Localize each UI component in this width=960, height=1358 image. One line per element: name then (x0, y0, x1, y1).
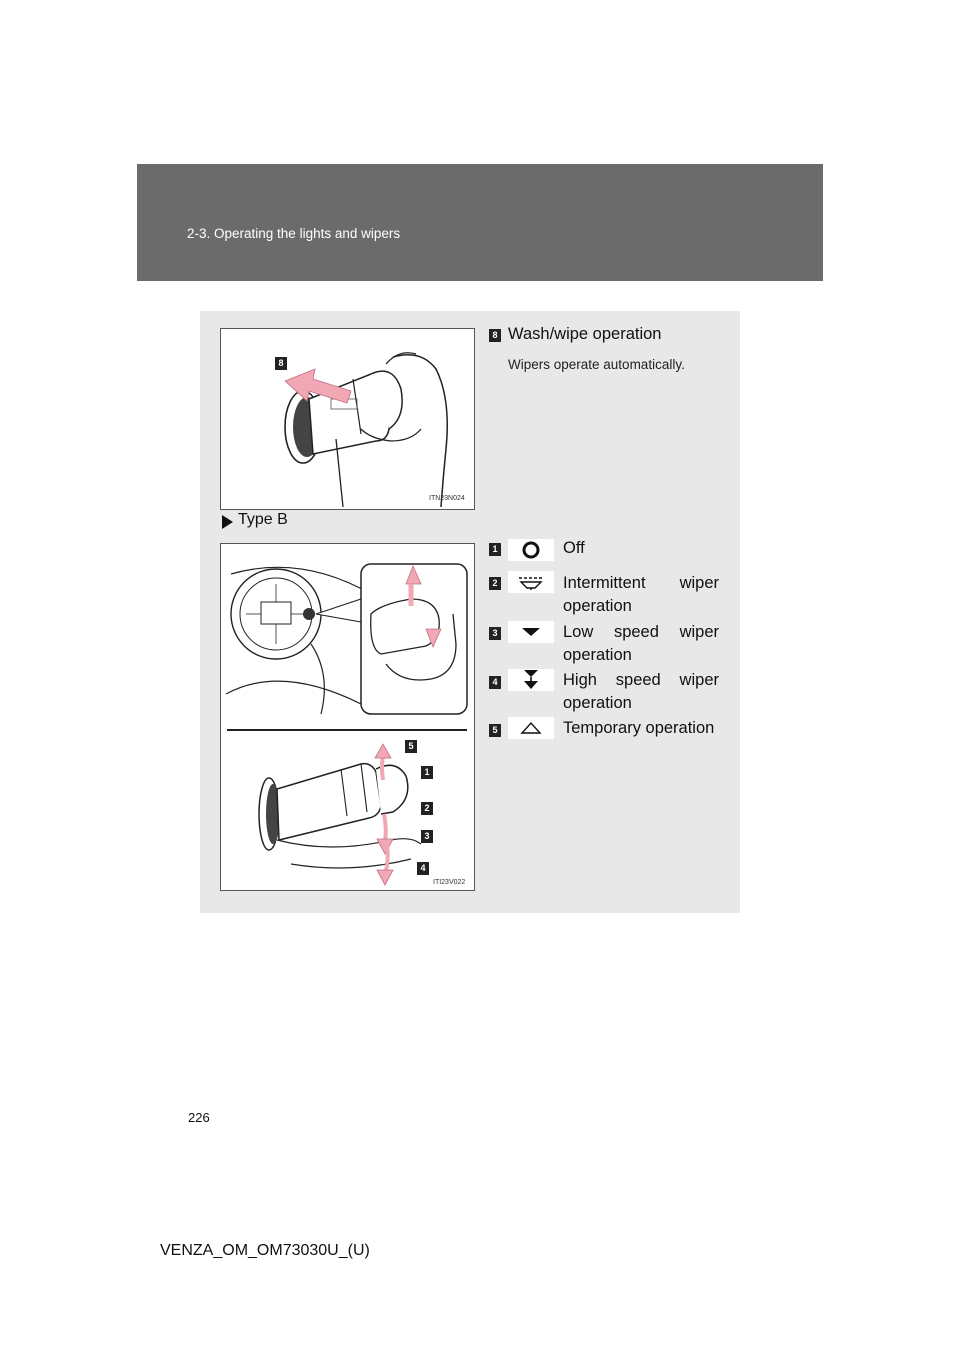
figure-wash-wipe (220, 328, 475, 510)
mode-4-label: High speed wiper operation (563, 671, 719, 712)
mode-1-icon-box (508, 539, 554, 561)
mode-1-label: Off (563, 539, 585, 557)
figure-b-badge-4: 4 (417, 862, 429, 875)
wash-item-description: Wipers operate automatically. (508, 357, 685, 372)
section-header (137, 164, 823, 281)
mode-2-label: Intermittent wiper operation (563, 574, 719, 615)
type-b-pointer-icon (222, 515, 233, 529)
mode-2-badge: 2 (489, 577, 501, 590)
wash-wipe-illustration (221, 329, 474, 509)
mode-5-icon-box (508, 717, 554, 739)
mode-3-label: Low speed wiper operation (563, 623, 719, 664)
intermittent-wiper-icon (508, 571, 554, 593)
mode-2-label-line1 (563, 572, 719, 618)
type-b-label: Type B (238, 511, 288, 528)
mode-4-icon-box (508, 669, 554, 691)
section-title: 2-3. Operating the lights and wipers (187, 226, 401, 241)
figure-b-badge-2: 2 (421, 802, 433, 815)
figure-b-code: ITI23V022 (433, 879, 466, 886)
high-speed-double-triangle-icon (508, 669, 554, 691)
wash-item-badge: 8 (489, 329, 501, 342)
off-circle-icon (508, 539, 554, 561)
figure-b-badge-1: 1 (421, 766, 433, 779)
figure-a-badge: 8 (275, 357, 287, 370)
figure-b-badge-3: 3 (421, 830, 433, 843)
mode-2-icon-box (508, 571, 554, 593)
figure-type-b (220, 543, 475, 891)
temporary-up-triangle-icon (508, 717, 554, 739)
content-panel (200, 311, 740, 913)
low-speed-triangle-icon (508, 621, 554, 643)
figure-b-badge-5: 5 (405, 740, 417, 753)
mode-3-icon-box (508, 621, 554, 643)
page-number: 226 (188, 1110, 210, 1125)
footer-doc-code: VENZA_OM_OM73030U_(U) (160, 1242, 370, 1259)
mode-1-badge: 1 (489, 543, 501, 556)
mode-5-label: Temporary operation (563, 719, 715, 737)
figure-a-code: ITN23N024 (429, 495, 465, 502)
mode-5-badge: 5 (489, 724, 501, 737)
mode-4-badge: 4 (489, 676, 501, 689)
type-b-illustration (221, 544, 474, 890)
mode-3-badge: 3 (489, 627, 501, 640)
wash-item-title: Wash/wipe operation (508, 325, 662, 343)
